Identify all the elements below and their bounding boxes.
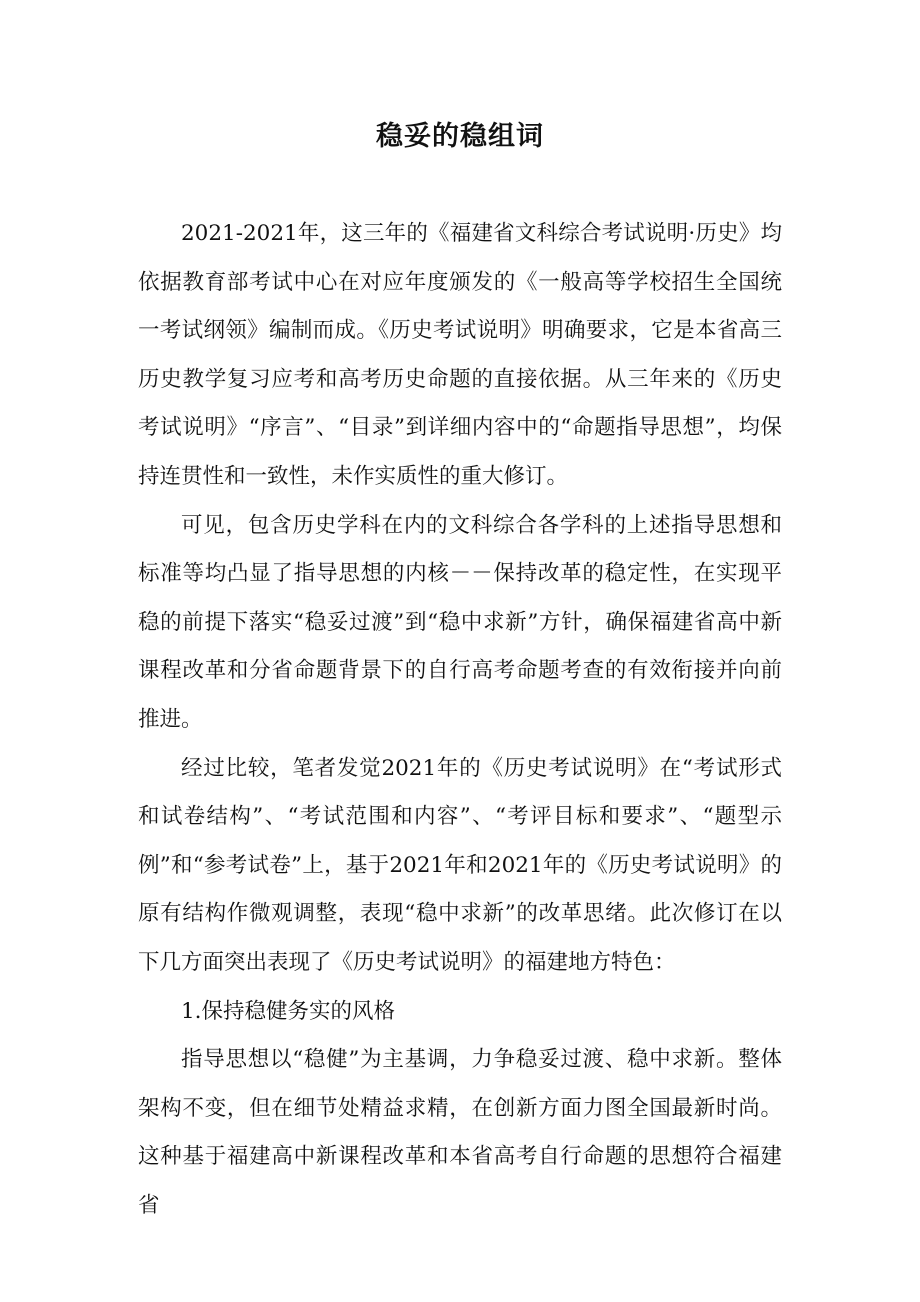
paragraph-guiding-thought: 可见，包含历史学科在内的文科综合各学科的上述指导思想和标准等均凸显了指导思想的内核－－保持改革的稳定性，在实现平稳的前提下落实“稳妥过渡”到“稳中求新”方针，确保福建省高中新课程改革和分省命题背景下的自行高考命题考查的有效衔接并向前推进。 <box>138 512 782 732</box>
paragraph-style: 指导思想以“稳健”为主基调，力争稳妥过渡、稳中求新。整体架构不变，但在细节处精益求精，在创新方面力图全国最新时尚。这种基于福建高中新课程改革和本省高考自行命题的思想符合福建省 <box>138 1047 782 1218</box>
section-heading-1: 1.保持稳健务实的风格 <box>181 998 396 1024</box>
paragraph-intro: 2021-2021年，这三年的《福建省文科综合考试说明·历史》均依据教育部考试中心在对应年度颁发的《一般高等学校招生全国统一考试纲领》编制而成。《历史考试说明》明确要求，它是本省高三历史教学复习应考和高考历史命题的直接依据。从三年来的《历史考试说明》“序言”、“目录”到详细内容中的“命题指导思想”，均保持连贯性和一致性，未作实质性的重大修订。 <box>138 221 782 489</box>
paragraph-comparison: 经过比较，笔者发觉2021年的《历史考试说明》在“考试形式和试卷结构”、“考试范围和内容”、“考评目标和要求”、“题型示例”和“参考试卷”上，基于2021年和2021年的《历史考试说明》的原有结构作微观调整，表现“稳中求新”的改革思绪。此次修订在以下几方面突出表现了《历史考试说明》的福建地方特色： <box>138 755 782 975</box>
document-body <box>138 210 782 1230</box>
document-title: 稳妥的稳组词 <box>376 121 544 152</box>
